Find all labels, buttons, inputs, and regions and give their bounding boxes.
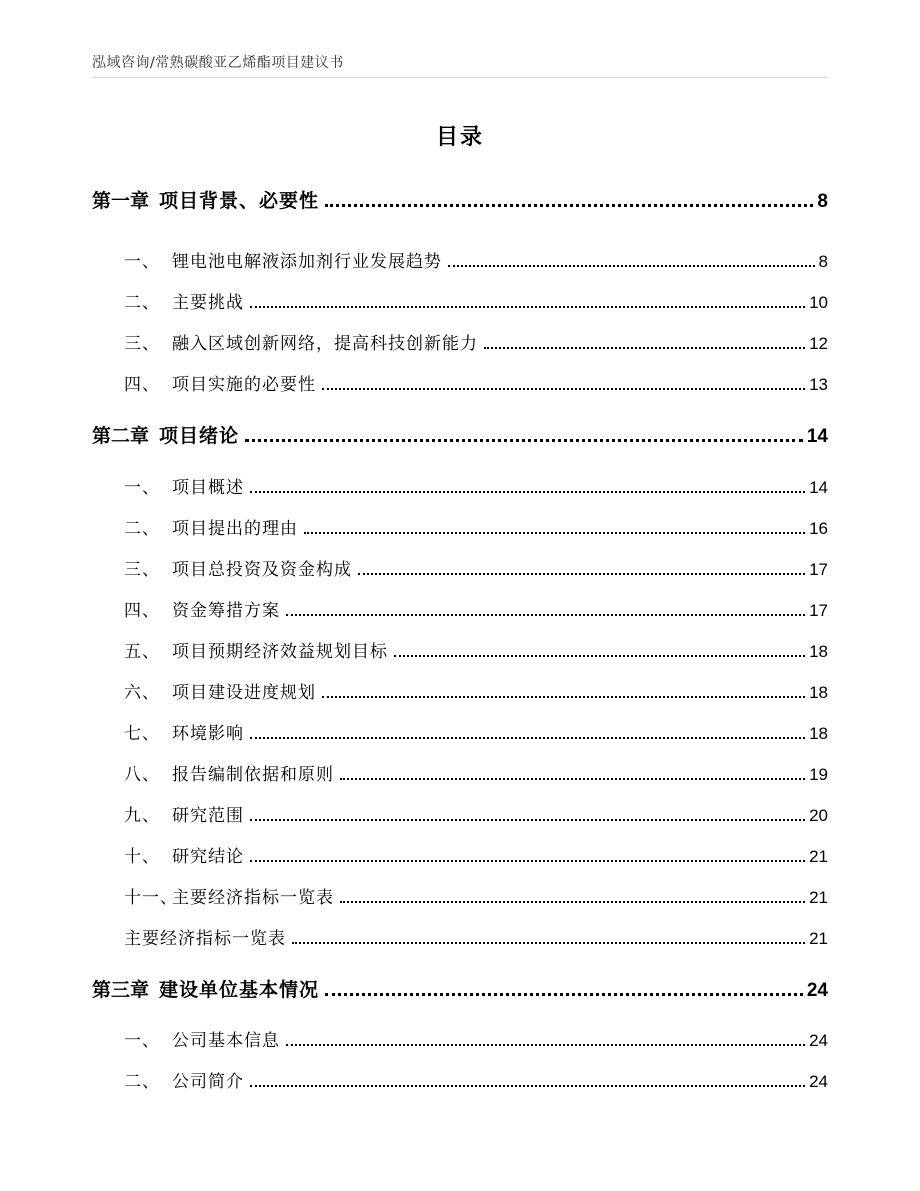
toc-section-entry[interactable] <box>124 329 828 354</box>
toc-dot-leader <box>286 1043 805 1046</box>
toc-chapter-entry[interactable] <box>92 975 828 1002</box>
toc-chapter-entry[interactable] <box>92 421 828 448</box>
toc-page-number: 19 <box>809 765 828 784</box>
toc-entry-number: 二、 <box>124 293 160 313</box>
toc-entry-number: 五、 <box>124 642 160 662</box>
toc-section-entry[interactable] <box>124 514 828 539</box>
toc-page-number: 21 <box>809 929 828 948</box>
toc-entry-number: 十一、 <box>124 888 178 908</box>
toc-section-entry[interactable] <box>124 370 828 395</box>
toc-page-number: 20 <box>809 806 828 825</box>
toc-entry-number: 二、 <box>124 519 160 539</box>
toc-dot-leader <box>250 818 805 821</box>
toc-section-entry[interactable] <box>124 883 828 908</box>
header-divider <box>92 77 828 78</box>
toc-entry-label: 项目提出的理由 <box>172 519 298 539</box>
toc-page-number: 21 <box>809 847 828 866</box>
toc-dot-leader <box>250 736 805 739</box>
toc-section-entry[interactable] <box>124 1067 828 1092</box>
toc-entry-number: 一、 <box>124 1031 160 1051</box>
toc-entry-number: 十、 <box>124 847 160 867</box>
toc-entry-label: 融入区域创新网络，提高科技创新能力 <box>172 334 478 354</box>
toc-section-entry[interactable] <box>124 288 828 313</box>
toc-dot-leader <box>340 777 805 780</box>
toc-page-number: 24 <box>809 1031 828 1050</box>
toc-dot-leader <box>325 203 813 207</box>
toc-entry-label: 项目绪论 <box>159 425 240 447</box>
toc-dot-leader <box>250 1084 805 1087</box>
toc-entry-number: 六、 <box>124 683 160 703</box>
toc-entry-number: 一、 <box>124 478 160 498</box>
toc-entry-label: 资金筹措方案 <box>172 601 280 621</box>
toc-section-entry[interactable] <box>124 637 828 662</box>
toc-dot-leader <box>358 572 805 575</box>
toc-page-number: 17 <box>809 601 828 620</box>
toc-section-entry[interactable] <box>124 719 828 744</box>
toc-entry-number: 九、 <box>124 806 160 826</box>
toc-entry-label: 项目总投资及资金构成 <box>172 560 352 580</box>
toc-dot-leader <box>394 654 805 657</box>
toc-page-number: 17 <box>809 560 828 579</box>
toc-page-number: 8 <box>818 252 828 271</box>
toc-section-entry[interactable] <box>124 678 828 703</box>
toc-entry-number: 三、 <box>124 334 160 354</box>
toc-entry-label: 报告编制依据和原则 <box>172 765 334 785</box>
toc-dot-leader <box>286 613 805 616</box>
toc-dot-leader <box>484 346 805 349</box>
toc-dot-leader <box>245 438 803 442</box>
toc-chapter-entry[interactable] <box>92 186 828 213</box>
toc-entry-number: 四、 <box>124 375 160 395</box>
toc-page-number: 16 <box>809 519 828 538</box>
toc-entry-number: 七、 <box>124 724 160 744</box>
toc-dot-leader <box>304 531 805 534</box>
toc-dot-leader <box>322 387 805 390</box>
toc-section-entry[interactable] <box>124 473 828 498</box>
toc-entry-number: 二、 <box>124 1072 160 1092</box>
toc-entry-label: 研究结论 <box>172 847 244 867</box>
toc-entry-label: 建设单位基本情况 <box>159 979 320 1001</box>
toc-dot-leader <box>325 992 803 996</box>
toc-section-entry[interactable] <box>124 596 828 621</box>
toc-entry-label: 项目实施的必要性 <box>172 375 316 395</box>
page-header: 泓域咨询/常熟碳酸亚乙烯酯项目建议书 <box>92 55 344 71</box>
toc-dot-leader <box>250 490 805 493</box>
toc-page-number: 13 <box>809 375 828 394</box>
toc-page-number: 18 <box>809 683 828 702</box>
toc-entry-label: 锂电池电解液添加剂行业发展趋势 <box>172 252 442 272</box>
toc-entry-number: 第一章 <box>92 190 150 212</box>
toc-dot-leader <box>448 264 815 267</box>
toc-section-entry[interactable] <box>124 924 828 949</box>
toc-dot-leader <box>340 900 805 903</box>
toc-page-number: 8 <box>817 191 828 212</box>
toc-entry-number: 八、 <box>124 765 160 785</box>
toc-page-number: 21 <box>809 888 828 907</box>
toc-page-number: 18 <box>809 724 828 743</box>
toc-section-entry[interactable] <box>124 842 828 867</box>
toc-entry-number: 四、 <box>124 601 160 621</box>
toc-section-entry[interactable] <box>124 801 828 826</box>
toc-dot-leader <box>250 859 805 862</box>
toc-entry-number: 第三章 <box>92 979 150 1001</box>
toc-dot-leader <box>250 305 805 308</box>
toc-entry-label: 项目概述 <box>172 478 244 498</box>
toc-section-entry[interactable] <box>124 247 828 272</box>
toc-dot-leader <box>322 695 805 698</box>
toc-section-entry[interactable] <box>124 760 828 785</box>
toc-entry-label: 项目背景、必要性 <box>159 190 320 212</box>
toc-entry-label: 研究范围 <box>172 806 244 826</box>
document-title: 目录 <box>435 125 484 150</box>
toc-entry-label: 环境影响 <box>172 724 244 744</box>
toc-entry-number: 三、 <box>124 560 160 580</box>
toc-entry-label: 项目预期经济效益规划目标 <box>172 642 388 662</box>
toc-page-number: 10 <box>809 293 828 312</box>
toc-page-number: 14 <box>809 478 828 497</box>
toc-page-number: 12 <box>809 334 828 353</box>
toc-dot-leader <box>292 941 805 944</box>
toc-entry-label: 公司简介 <box>172 1072 244 1092</box>
toc-entry-label: 主要经济指标一览表 <box>124 929 286 949</box>
toc-entry-label: 项目建设进度规划 <box>172 683 316 703</box>
toc-page-number: 24 <box>806 980 828 1001</box>
toc-section-entry[interactable] <box>124 555 828 580</box>
toc-entry-number: 第二章 <box>92 425 150 447</box>
toc-entry-label: 公司基本信息 <box>172 1031 280 1051</box>
toc-page-number: 24 <box>809 1072 828 1091</box>
toc-page-number: 14 <box>806 426 828 447</box>
toc-entry-label: 主要挑战 <box>172 293 244 313</box>
toc-page-number: 18 <box>809 642 828 661</box>
toc-entry-number: 一、 <box>124 252 160 272</box>
toc-section-entry[interactable] <box>124 1026 828 1051</box>
toc-entry-label: 主要经济指标一览表 <box>172 888 334 908</box>
